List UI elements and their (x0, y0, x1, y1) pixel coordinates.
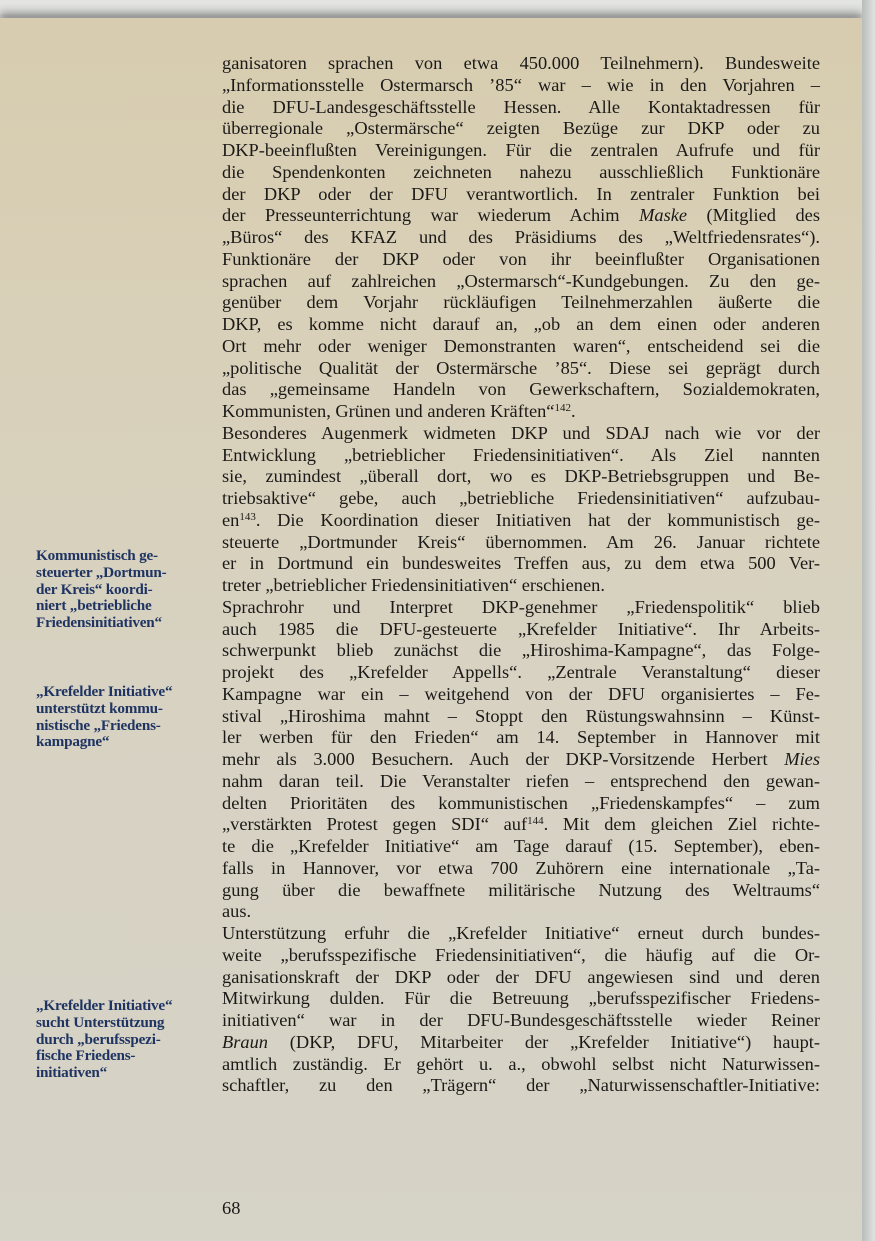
text-line: „Büros“ des KFAZ und des Präsidiums des „Weltfriedensrates“). (222, 227, 820, 247)
person-name: Braun (222, 1031, 268, 1052)
text-line: sie, zumindest „überall dort, wo es DKP-Betriebsgruppen und Be- (222, 466, 820, 487)
text-line: die Spendenkonten zeichneten nahezu ausschließlich Funktionäre (222, 161, 820, 182)
margin-note-line: initiativen“ (36, 1064, 108, 1082)
text-line: er in Dortmund ein bundesweites Treffen aus, zu dem etwa 500 Ver- (222, 553, 820, 574)
margin-note-line: durch „berufsspezi- (36, 1030, 161, 1048)
person-name: Maske (639, 205, 688, 226)
text-line: der Presseunterrichtung war wiederum Achim Maske (Mitglied des (222, 205, 820, 226)
text-line: amtlich zuständig. Er gehört u. a., obwohl selbst nicht Naturwissen- (222, 1053, 820, 1074)
text-line: Sprachrohr und Interpret DKP-genehmer „Friedenspolitik“ blieb (222, 596, 820, 617)
text-line: „Informationsstelle Ostermarsch ’85“ war – wie in den Vorjahren – (222, 74, 820, 95)
text-line: Kampagne war ein – weitgehend von der DFU organisiertes – Fe- (222, 683, 820, 704)
text-line: Braun (DKP, DFU, Mitarbeiter der „Krefelder Initiative“) haupt- (222, 1031, 820, 1052)
text-line: Kommunisten, Grünen und anderen Kräften“$^{142}$. (222, 401, 576, 421)
text-line: Funktionäre der DKP oder von ihr beeinflußter Organisationen (222, 248, 820, 269)
text-line: stival „Hiroshima mahnt – Stoppt den Rüstungswahnsinn – Künst- (222, 705, 820, 726)
text-line: Mitwirkung dulden. Für die Betreuung „berufsspezifischer Friedens- (222, 988, 820, 1009)
margin-note-line: Friedensinitiativen“ (36, 614, 162, 632)
text-line: nahm daran teil. Die Veranstalter riefen – entsprechend den gewan- (222, 770, 820, 791)
text-line: sprachen auf zahlreichen „Ostermarsch“-Kundgebungen. Zu den ge- (222, 270, 820, 291)
text-line: der DKP oder der DFU verantwortlich. In zentraler Funktion bei (222, 183, 820, 204)
margin-note-line: „Krefelder Initiative“ (36, 683, 173, 700)
text-line: Besonderes Augenmerk widmeten DKP und SDAJ nach wie vor der (222, 422, 820, 443)
scan-background-top (0, 0, 875, 14)
text-line: Ort mehr oder weniger Demonstranten waren“, entscheidend sei die (222, 335, 820, 356)
text-line: schaftler, zu den „Trägern“ der „Naturwissenschaftler-Initiative: (222, 1075, 820, 1096)
text-line: die DFU-Landesgeschäftsstelle Hessen. Alle Kontaktadressen für (222, 96, 820, 117)
text-line: gung über die bewaffnete militärische Nutzung des Weltraums“ (222, 879, 820, 900)
text-line: schwerpunkt blieb zunächst die „Hiroshima-Kampagne“, das Folge- (222, 640, 820, 661)
margin-note-line: sucht Unterstützung (36, 1013, 165, 1031)
text-line: „verstärkten Protest gegen SDI“ auf$^{144}$. Mit dem gleichen Ziel richte- (222, 814, 821, 835)
text-line: DKP, es komme nicht darauf an, „ob an dem einen oder anderen (222, 314, 820, 334)
text-line: ganisationskraft der DKP oder der DFU angewiesen sind und deren (222, 966, 820, 987)
scan-background-right (862, 0, 875, 1241)
text-line: projekt des „Krefelder Appells“. „Zentrale Veranstaltung“ dieser (222, 662, 820, 682)
text-line: weite „berufsspezifische Friedensinitiativen“, die häufig auf die Or- (222, 944, 820, 965)
margin-note-line: der Kreis“ koordi- (36, 580, 153, 598)
margin-note-line: steuerter „Dortmun- (36, 563, 167, 581)
person-name: Mies (784, 749, 820, 769)
text-line: te die „Krefelder Initiative“ am Tage darauf (15. September), eben- (222, 836, 820, 856)
body-text (222, 53, 820, 1097)
footnote-ref: 144 (527, 815, 544, 828)
footnote-ref: 142 (554, 402, 571, 414)
text-line: genüber dem Vorjahr rückläufigen Teilnehmerzahlen äußerte die (222, 292, 820, 313)
text-line: delten Prioritäten des kommunistischen „Friedenskampfes“ – zum (222, 792, 820, 813)
text-line: das „gemeinsame Handeln von Gewerkschaftern, Sozialdemokraten, (222, 379, 820, 400)
margin-note-line: kampagne“ (36, 733, 110, 751)
margin-note-line: niert „betriebliche (36, 597, 152, 615)
text-line: ganisatoren sprachen von etwa 450.000 Teilnehmern). Bundesweite (222, 53, 820, 73)
footnote-ref: 143 (239, 510, 256, 523)
margin-note-dortmunder-kreis (36, 548, 206, 632)
text-line: „politische Qualität der Ostermärsche ’85“. Diese sei geprägt durch (222, 357, 820, 378)
page-number: 68 (222, 1198, 241, 1218)
text-line: DKP-beeinflußten Vereinigungen. Für die zentralen Aufrufe und für (222, 140, 820, 160)
text-line: $en^{143}$. Die Koordination dieser Initiativen hat der kommunistisch ge- (222, 509, 820, 530)
text-line: mehr als 3.000 Besuchern. Auch der DKP-Vorsitzende Herbert Mies (222, 749, 820, 769)
margin-note-line: Kommunistisch ge- (36, 547, 158, 564)
text-line: Unterstützung erfuhr die „Krefelder Initiative“ erneut durch bundes- (222, 923, 820, 943)
text-line: aus. (222, 901, 252, 922)
text-line: treter „betrieblicher Friedensinitiativen“ erschienen. (222, 575, 605, 595)
margin-note-line: fische Friedens- (36, 1047, 136, 1065)
text-line: Entwicklung „betrieblicher Friedensinitiativen“. Als Ziel nannten (222, 444, 820, 465)
text-line: triebsaktive“ gebe, auch „betriebliche Friedensinitiativen“ aufzubau- (222, 488, 820, 508)
margin-note-krefelder-initiative-unterstuetzung (36, 998, 206, 1082)
text-line: auch 1985 die DFU-gesteuerte „Krefelder Initiative“. Ihr Arbeits- (222, 618, 820, 639)
margin-note-krefelder-initiative-kampagne (36, 684, 206, 751)
margin-note-line: „Krefelder Initiative“ (36, 997, 173, 1014)
text-line: falls in Hannover, vor etwa 700 Zuhörern eine internationale „Ta- (222, 857, 820, 878)
margin-note-line: unterstützt kommu- (36, 699, 163, 717)
text-line: überregionale „Ostermärsche“ zeigten Bezüge zur DKP oder zu (222, 118, 820, 139)
margin-note-line: nistische „Friedens- (36, 716, 161, 734)
text-line: ler werben für den Frieden“ am 14. September in Hannover mit (222, 727, 820, 748)
text-line: initiativen“ war in der DFU-Bundesgeschäftsstelle wieder Reiner (222, 1010, 820, 1030)
text-line: steuerte „Dortmunder Kreis“ übernommen. Am 26. Januar richtete (222, 531, 820, 552)
